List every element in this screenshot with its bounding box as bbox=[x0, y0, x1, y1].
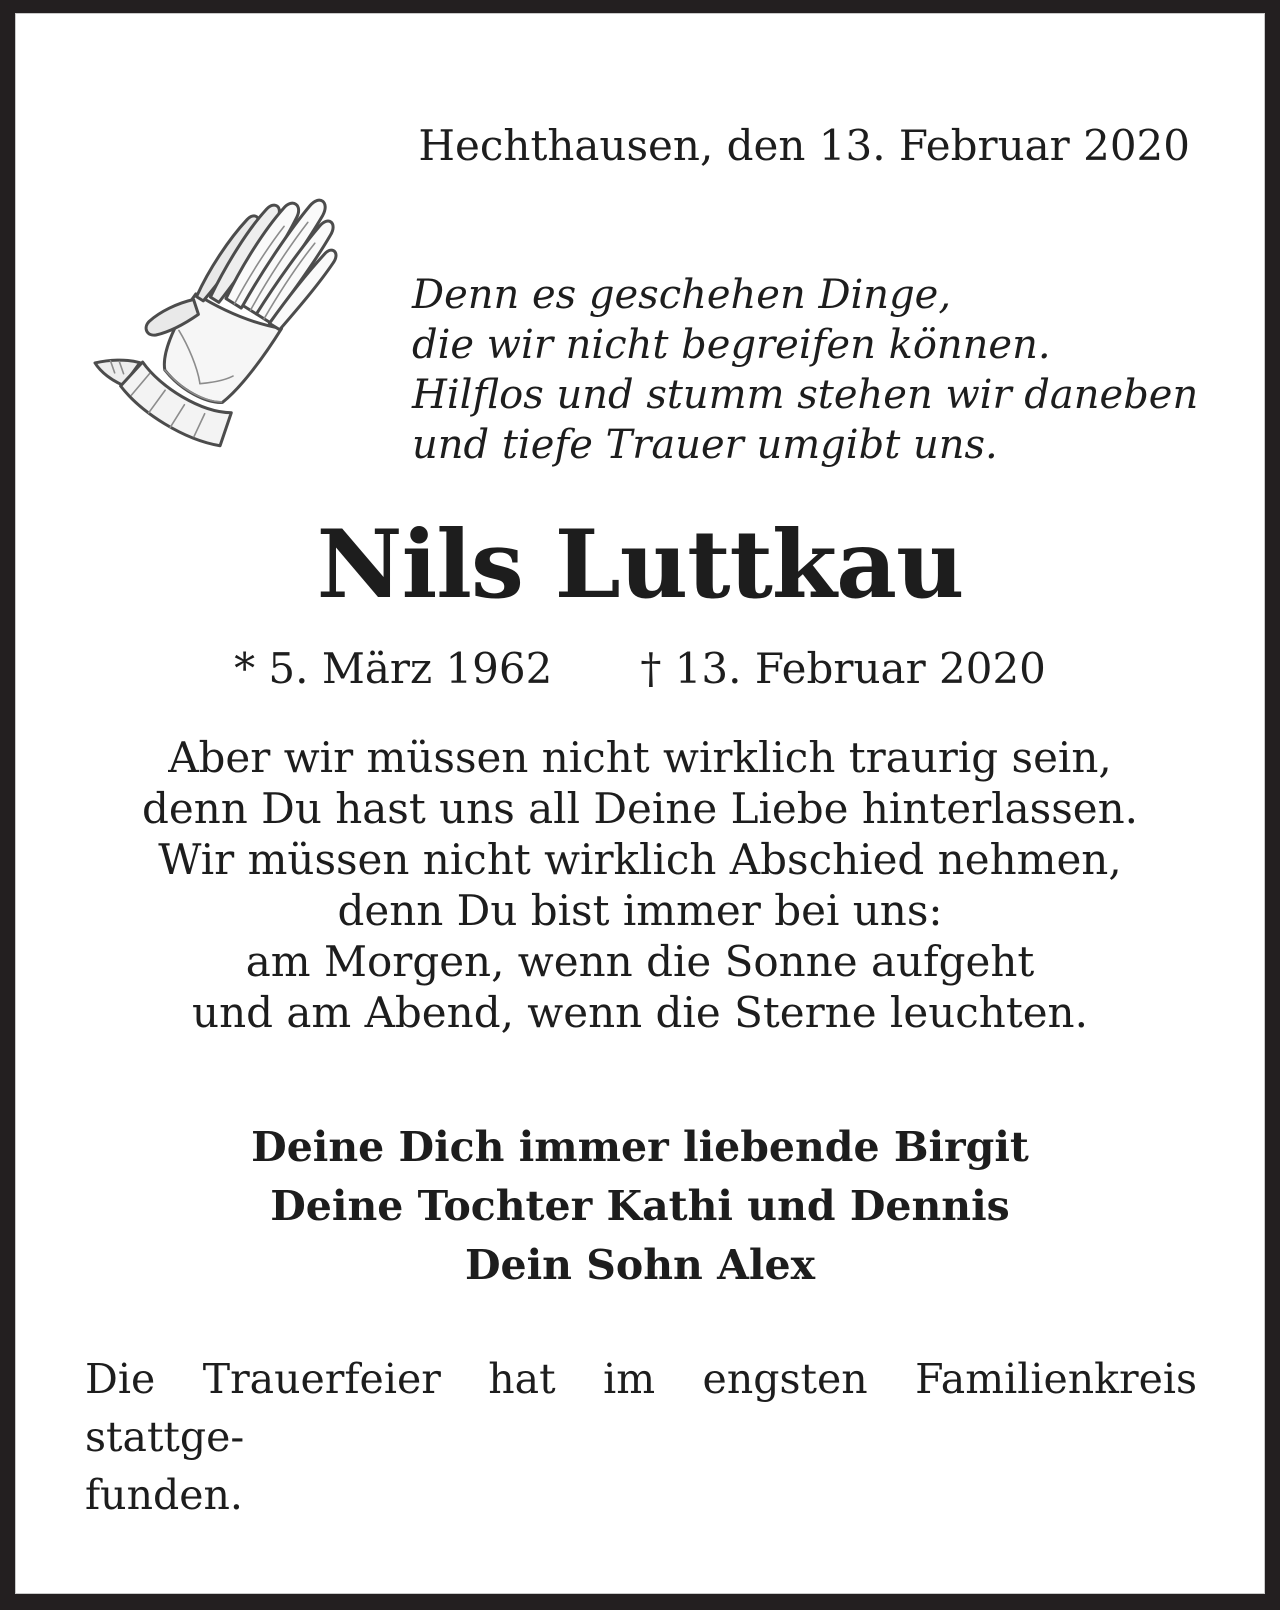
funeral-notice bbox=[85, 1350, 1197, 1524]
funeral-notice-line-1: Die Trauerfeier hat im engsten Familienkreis stattge- bbox=[85, 1355, 1197, 1461]
funeral-notice-line-2: funden. bbox=[85, 1471, 243, 1519]
verse-line-1: Denn es geschehen Dinge, bbox=[412, 272, 952, 318]
poem-line-1: Aber wir müssen nicht wirklich traurig sein, bbox=[168, 733, 1112, 782]
poem-line-4: denn Du bist immer bei uns: bbox=[337, 886, 943, 935]
family-line-wife: Deine Dich immer liebende Birgit bbox=[251, 1123, 1029, 1171]
deceased-name: Nils Luttkau bbox=[316, 510, 964, 620]
verse-line-3: Hilflos und stumm stehen wir daneben bbox=[412, 372, 1199, 418]
family-line-daughter: Deine Tochter Kathi und Dennis bbox=[270, 1182, 1010, 1230]
praying-hands-image bbox=[90, 166, 362, 488]
memorial-poem bbox=[0, 732, 1280, 1038]
poem-line-3: Wir müssen nicht wirklich Abschied nehmen, bbox=[158, 835, 1122, 884]
verse-line-4: und tiefe Trauer umgibt uns. bbox=[412, 422, 998, 468]
birth-date: * 5. März 1962 bbox=[234, 644, 553, 693]
opening-verse bbox=[412, 270, 1198, 470]
poem-line-5: am Morgen, wenn die Sonne aufgeht bbox=[245, 937, 1035, 986]
praying-hands-icon bbox=[90, 166, 362, 488]
poem-line-6: und am Abend, wenn die Sterne leuchten. bbox=[192, 988, 1088, 1037]
family-line-son: Dein Sohn Alex bbox=[464, 1241, 816, 1289]
poem-line-2: denn Du hast uns all Deine Liebe hinterlassen. bbox=[141, 784, 1139, 833]
life-dates bbox=[0, 644, 1280, 693]
death-date: † 13. Februar 2020 bbox=[640, 644, 1046, 693]
verse-line-2: die wir nicht begreifen können. bbox=[412, 322, 1051, 368]
dateline: Hechthausen, den 13. Februar 2020 bbox=[418, 121, 1190, 170]
family-signatures bbox=[0, 1118, 1280, 1295]
